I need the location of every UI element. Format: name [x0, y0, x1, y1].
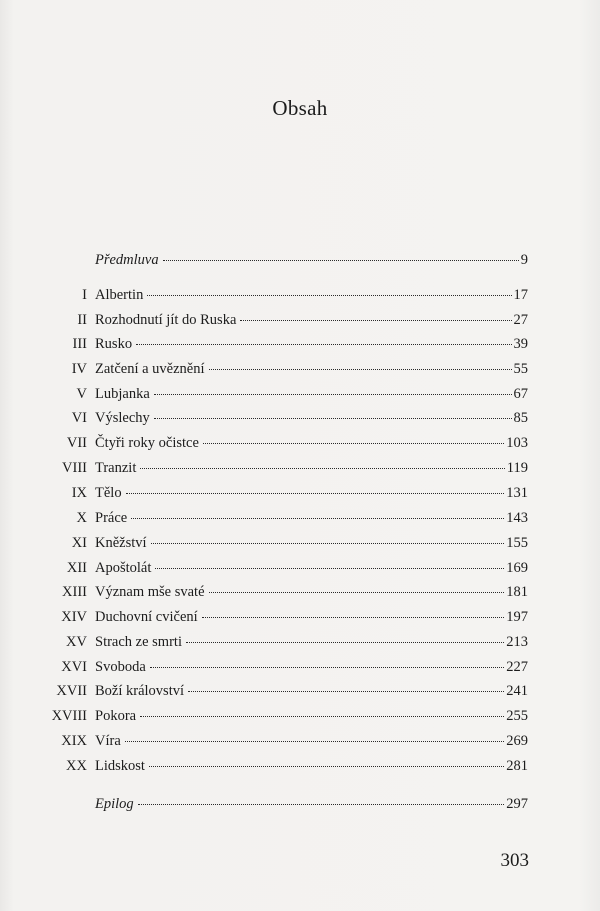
toc-line: [95, 607, 528, 627]
toc-line: [95, 756, 528, 776]
chapter-number: XI: [71, 535, 87, 551]
chapter-title: Výslechy: [95, 410, 150, 426]
chapter-title: Rusko: [95, 336, 133, 352]
toc-entry: [0, 408, 600, 428]
toc-entry: [0, 359, 600, 379]
chapter-title: Rozhodnutí jít do Ruska: [95, 312, 237, 328]
chapter-page: 103: [506, 435, 528, 451]
dot-leader: [150, 666, 505, 668]
dot-leader: [136, 343, 511, 345]
chapter-title: Duchovní cvičení: [95, 609, 198, 625]
chapter-page: 255: [506, 708, 528, 724]
toc-line: [95, 706, 528, 726]
toc-line: [95, 458, 528, 478]
chapter-title: Strach ze smrti: [95, 634, 182, 650]
dot-leader: [163, 259, 519, 261]
chapter-title: Tělo: [95, 485, 122, 501]
dot-leader: [203, 442, 504, 444]
chapter-title: Tranzit: [95, 460, 137, 476]
chapter-number: VIII: [62, 460, 87, 476]
chapter-title: Boží království: [95, 683, 185, 699]
dot-leader: [125, 740, 504, 742]
page-number: 303: [500, 850, 529, 871]
chapter-page: 39: [513, 336, 528, 352]
chapter-number: II: [77, 312, 87, 328]
chapter-number: XVII: [56, 683, 87, 699]
chapter-page: 67: [513, 386, 528, 402]
toc-entry: [0, 794, 600, 814]
dot-leader: [186, 641, 504, 643]
chapter-title: Lidskost: [95, 758, 145, 774]
chapter-number: XIII: [62, 584, 87, 600]
toc-line: [95, 250, 528, 270]
chapter-page: 17: [513, 287, 528, 303]
toc-entry: [0, 706, 600, 726]
toc-entry: [0, 334, 600, 354]
page-title: Obsah: [272, 96, 328, 120]
dot-leader: [151, 542, 505, 544]
toc-line: [95, 433, 528, 453]
chapter-number: VII: [66, 435, 87, 451]
chapter-page: 281: [506, 758, 528, 774]
dot-leader: [126, 492, 505, 494]
chapter-page: 85: [513, 410, 528, 426]
chapter-page: 169: [506, 560, 528, 576]
chapter-number: VI: [71, 410, 87, 426]
chapter-title: Víra: [95, 733, 121, 749]
dot-leader: [138, 803, 505, 805]
dot-leader: [154, 417, 512, 419]
dot-leader: [140, 467, 504, 469]
dot-leader: [149, 765, 504, 767]
chapter-title: Apoštolát: [95, 560, 152, 576]
chapter-page: 155: [506, 535, 528, 551]
toc-line: [95, 657, 528, 677]
toc-line: [95, 384, 528, 404]
chapter-title: Význam mše svaté: [95, 584, 205, 600]
dot-leader: [188, 690, 504, 692]
chapter-title: Čtyři roky očistce: [95, 435, 199, 451]
chapter-number: X: [76, 510, 87, 526]
chapter-page: 131: [506, 485, 528, 501]
chapter-number: XVI: [61, 659, 87, 675]
chapter-title: Lubjanka: [95, 386, 150, 402]
chapter-title: Zatčení a uvěznění: [95, 361, 205, 377]
chapter-title: Předmluva: [95, 252, 159, 268]
toc-entry: [0, 558, 600, 578]
chapter-page: 181: [506, 584, 528, 600]
toc-line: [95, 794, 528, 814]
toc-entry: [0, 433, 600, 453]
toc-entry: [0, 384, 600, 404]
chapter-page: 213: [506, 634, 528, 650]
dot-leader: [202, 616, 505, 618]
chapter-page: 197: [506, 609, 528, 625]
toc-entry: [0, 508, 600, 528]
chapter-page: 297: [506, 796, 528, 812]
dot-leader: [131, 517, 504, 519]
toc-line: [95, 533, 528, 553]
chapter-number: III: [72, 336, 87, 352]
toc-line: [95, 731, 528, 751]
toc-line: [95, 558, 528, 578]
chapter-title: Albertin: [95, 287, 144, 303]
toc-line: [95, 334, 528, 354]
chapter-number: XX: [66, 758, 87, 774]
toc-entry: [0, 731, 600, 751]
toc-line: [95, 359, 528, 379]
chapter-title: Svoboda: [95, 659, 146, 675]
toc-entry: [0, 632, 600, 652]
chapter-title: Epilog: [95, 796, 134, 812]
chapter-number: XIX: [61, 733, 87, 749]
dot-leader: [155, 567, 504, 569]
chapter-number: XV: [66, 634, 87, 650]
chapter-page: 269: [506, 733, 528, 749]
dot-leader: [154, 393, 512, 395]
dot-leader: [140, 715, 504, 717]
toc-line: [95, 681, 528, 701]
dot-leader: [209, 591, 505, 593]
toc-line: [95, 310, 528, 330]
toc-line: [95, 508, 528, 528]
chapter-page: 55: [513, 361, 528, 377]
chapter-page: 9: [520, 252, 528, 268]
toc-entry: [0, 756, 600, 776]
toc-entry: [0, 285, 600, 305]
chapter-page: 27: [513, 312, 528, 328]
toc-entry: [0, 310, 600, 330]
chapter-number: XVIII: [51, 708, 87, 724]
toc-entry: [0, 582, 600, 602]
chapter-title: Pokora: [95, 708, 137, 724]
toc-line: [95, 582, 528, 602]
chapter-number: IX: [71, 485, 87, 501]
chapter-number: XII: [66, 560, 87, 576]
dot-leader: [147, 294, 511, 296]
toc-entry: [0, 458, 600, 478]
dot-leader: [240, 319, 511, 321]
toc-line: [95, 632, 528, 652]
chapter-title: Kněžství: [95, 535, 147, 551]
toc-entry: [0, 533, 600, 553]
chapter-page: 143: [506, 510, 528, 526]
toc-entry: [0, 681, 600, 701]
toc-line: [95, 483, 528, 503]
chapter-page: 119: [506, 460, 528, 476]
toc-entry: [0, 607, 600, 627]
toc-entry: [0, 483, 600, 503]
chapter-page: 227: [506, 659, 528, 675]
toc-entry: [0, 250, 600, 270]
dot-leader: [209, 368, 512, 370]
chapter-number: I: [82, 287, 87, 303]
chapter-number: IV: [71, 361, 87, 377]
toc-entry: [0, 657, 600, 677]
chapter-number: V: [76, 386, 87, 402]
toc-line: [95, 408, 528, 428]
chapter-title: Práce: [95, 510, 128, 526]
chapter-page: 241: [506, 683, 528, 699]
chapter-number: XIV: [61, 609, 87, 625]
toc-line: [95, 285, 528, 305]
